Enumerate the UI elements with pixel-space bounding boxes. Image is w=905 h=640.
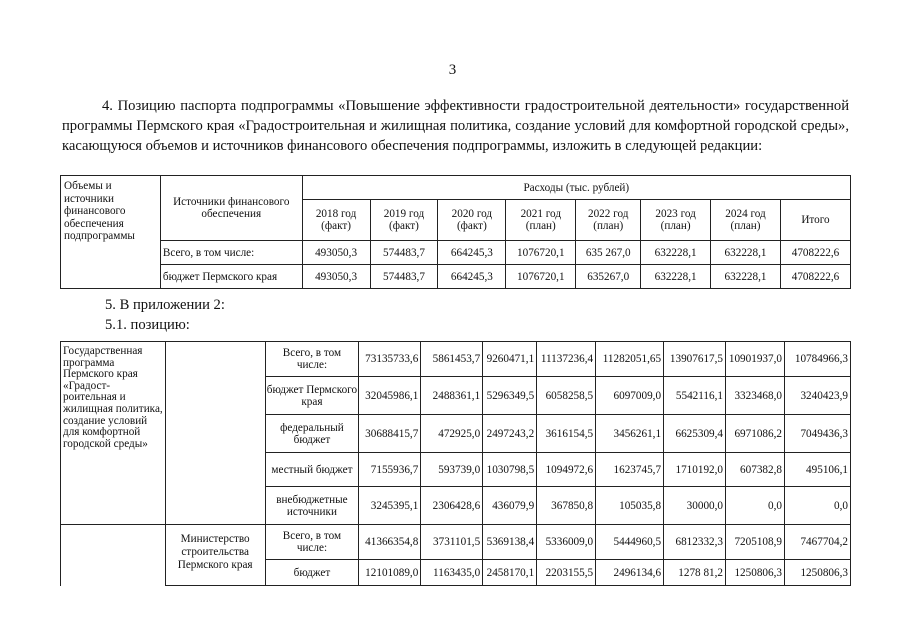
empty-cell [165,342,265,525]
paragraph-4-text: 4. Позицию паспорта подпрограммы «Повышение эффективности градостроительной деятельности» государственной программы Пермского края «Градостроительная и жилищная политика, создание условий для комфортной городской среды», касающуюся объемов и источников финансового обеспечения подпрограммы, изложить в следующей редакции: [62,98,849,154]
value-cell: 5296349,5 [483,377,537,415]
value-cell: 5336009,0 [537,525,596,560]
value-cell: 1076720,1 [506,265,576,289]
value-cell: 635267,0 [576,265,641,289]
value-cell: 0,0 [726,487,785,525]
value-cell: 5861453,7 [421,342,483,377]
value-cell: 3616154,5 [537,415,596,453]
value-cell: 7205108,9 [726,525,785,560]
value-cell: 7467704,2 [784,525,850,560]
empty-cell [61,525,166,586]
year-header: 2024 год (план) [711,200,781,241]
value-cell: 574483,7 [370,241,438,265]
value-cell: 6971086,2 [726,415,785,453]
heading-5-1: 5.1. позицию: [105,317,190,333]
value-cell: 1278 81,2 [664,560,726,586]
program-cell: Государственная программа Пермского края «Градост-роительная и жилищная политика, создание условий для комфортной городской среды» [61,342,166,525]
funding-table [60,175,851,289]
paragraph-4 [62,96,849,156]
value-cell: 2496134,6 [596,560,664,586]
value-cell: 1076720,1 [506,241,576,265]
source-cell: местный бюджет [265,453,359,487]
value-cell: 32045986,1 [359,377,421,415]
value-cell: 11282051,65 [596,342,664,377]
value-cell: 3456261,1 [596,415,664,453]
program-table [60,341,851,586]
value-cell: 9260471,1 [483,342,537,377]
value-cell: 3323468,0 [726,377,785,415]
expenses-header: Расходы (тыс. рублей) [302,176,850,200]
source-cell: Всего, в том числе: [265,525,359,560]
table-row [61,265,851,289]
value-cell: 1250806,3 [784,560,850,586]
value-cell: 1623745,7 [596,453,664,487]
value-cell: 1030798,5 [483,453,537,487]
year-header: 2023 год (план) [641,200,711,241]
value-cell: 0,0 [784,487,850,525]
value-cell: 632228,1 [711,265,781,289]
value-cell: 30000,0 [664,487,726,525]
value-cell: 12101089,0 [359,560,421,586]
year-header: 2022 год (план) [576,200,641,241]
page-number: 3 [448,62,457,78]
funding-label: Объемы и источники финансового обеспечения подпрограммы [61,176,161,289]
ministry-cell: Министерство строительства Пермского края [165,525,265,586]
value-cell: 13907617,5 [664,342,726,377]
value-cell: 10901937,0 [726,342,785,377]
value-cell: 6097009,0 [596,377,664,415]
value-cell: 7155936,7 [359,453,421,487]
source-cell: Всего, в том числе: [160,241,302,265]
value-cell: 607382,8 [726,453,785,487]
value-cell: 4708222,6 [780,265,850,289]
value-cell: 632228,1 [641,241,711,265]
source-cell: бюджет Пермского края [160,265,302,289]
value-cell: 593739,0 [421,453,483,487]
value-cell: 30688415,7 [359,415,421,453]
value-cell: 105035,8 [596,487,664,525]
heading-5: 5. В приложении 2: [105,297,225,313]
value-cell: 574483,7 [370,265,438,289]
value-cell: 635 267,0 [576,241,641,265]
value-cell: 4708222,6 [780,241,850,265]
value-cell: 2497243,2 [483,415,537,453]
value-cell: 3245395,1 [359,487,421,525]
year-header: 2018 год (факт) [302,200,370,241]
total-header: Итого [780,200,850,241]
value-cell: 2203155,5 [537,560,596,586]
value-cell: 73135733,6 [359,342,421,377]
value-cell: 436079,9 [483,487,537,525]
year-header: 2020 год (факт) [438,200,506,241]
value-cell: 493050,3 [302,241,370,265]
value-cell: 11137236,4 [537,342,596,377]
source-cell: федеральный бюджет [265,415,359,453]
value-cell: 6625309,4 [664,415,726,453]
value-cell: 495106,1 [784,453,850,487]
value-cell: 1094972,6 [537,453,596,487]
year-header: 2019 год (факт) [370,200,438,241]
table-row [61,525,851,560]
value-cell: 2488361,1 [421,377,483,415]
value-cell: 2458170,1 [483,560,537,586]
value-cell: 5444960,5 [596,525,664,560]
table-row [61,342,851,377]
sources-header: Источники финансового обеспечения [160,176,302,241]
value-cell: 7049436,3 [784,415,850,453]
table-row [61,241,851,265]
source-cell: бюджет Пермского края [265,377,359,415]
value-cell: 6058258,5 [537,377,596,415]
value-cell: 1163435,0 [421,560,483,586]
value-cell: 632228,1 [711,241,781,265]
value-cell: 2306428,6 [421,487,483,525]
source-cell: внебюджетные источники [265,487,359,525]
value-cell: 664245,3 [438,241,506,265]
value-cell: 41366354,8 [359,525,421,560]
value-cell: 1250806,3 [726,560,785,586]
source-cell: Всего, в том числе: [265,342,359,377]
value-cell: 6812332,3 [664,525,726,560]
value-cell: 632228,1 [641,265,711,289]
value-cell: 664245,3 [438,265,506,289]
value-cell: 3731101,5 [421,525,483,560]
value-cell: 1710192,0 [664,453,726,487]
value-cell: 10784966,3 [784,342,850,377]
value-cell: 367850,8 [537,487,596,525]
value-cell: 493050,3 [302,265,370,289]
value-cell: 472925,0 [421,415,483,453]
value-cell: 3240423,9 [784,377,850,415]
source-cell: бюджет [265,560,359,586]
value-cell: 5369138,4 [483,525,537,560]
value-cell: 5542116,1 [664,377,726,415]
year-header: 2021 год (план) [506,200,576,241]
